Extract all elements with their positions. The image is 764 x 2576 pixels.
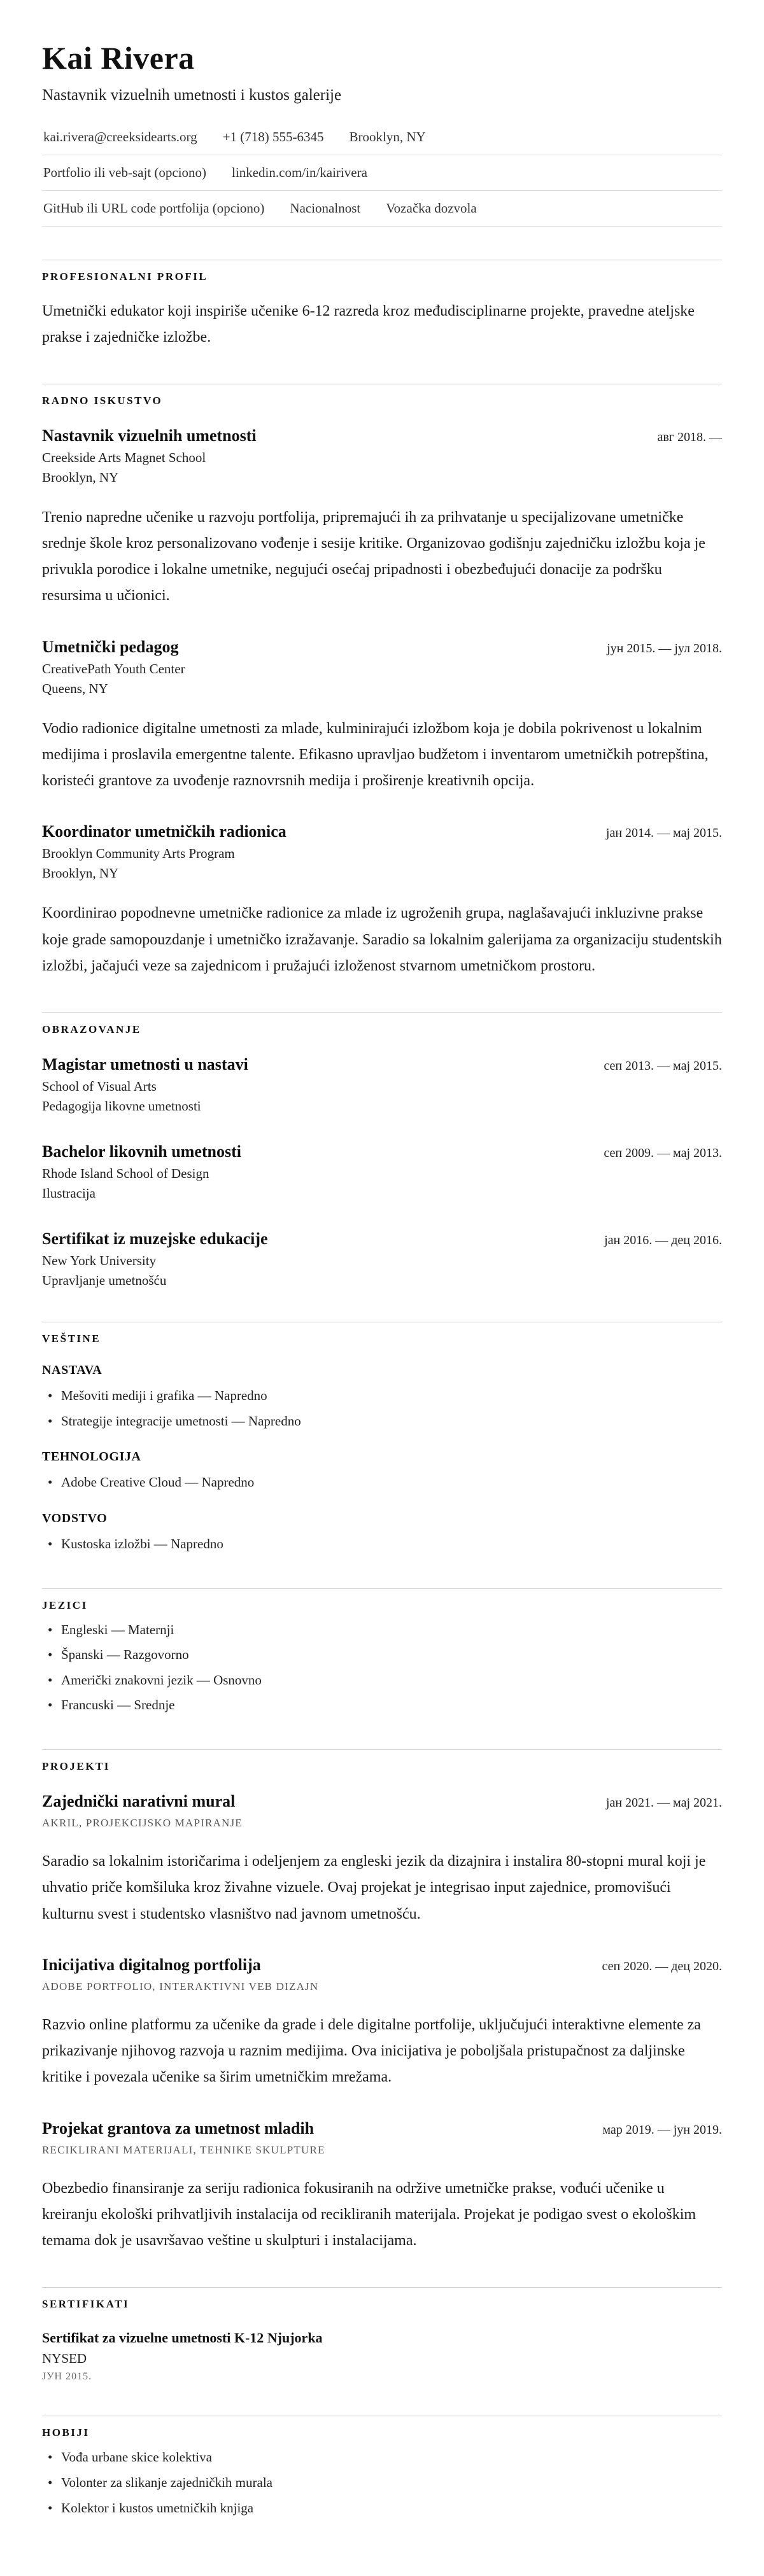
entry-head (42, 426, 722, 445)
field-of-study: Pedagogija likovne umetnosti (42, 1098, 201, 1114)
section-heading-skills: VEŠTINE (42, 1333, 101, 1345)
school-name: Rhode Island School of Design (42, 1166, 209, 1182)
certificate-entry (42, 2330, 722, 2383)
linkedin-field[interactable]: linkedin.com/in/kairivera (232, 165, 367, 180)
person-name: Kai Rivera (42, 40, 195, 76)
project-dates: мар 2019. — јун 2019. (602, 2122, 722, 2137)
project-tags: AKRIL, PROJEKCIJSKO MAPIRANJE (42, 1817, 243, 1829)
section-heading-certificates: SERTIFIKATI (42, 2298, 130, 2311)
profile-text: Umetnički edukator koji inspiriše učenike 6-12 razreda kroz međudisciplinarne projekte, pravedne ateljske prakse i zajedničke izložbe. (42, 303, 695, 346)
contact-row-2 (42, 155, 722, 191)
section-hobbies (42, 2416, 722, 2519)
entry-head (42, 2119, 722, 2138)
skill-group-name: TEHNOLOGIJA (42, 1450, 141, 1464)
project-description: Razvio online platformu za učenike da grade i dele digitalne portfolije, uključujući interaktivne elemente za prikazivanje njihovog razvoja u raznim medijima. Ova inicijativa je poboljšala pristupačnost za daljinske kritike i povezala učenike sa širim umetničkim mrežama. (42, 2016, 701, 2086)
hobby-list (42, 2447, 722, 2519)
project-tags: ADOBE PORTFOLIO, INTERAKTIVNI VEB DIZAJN (42, 1980, 319, 1992)
project-dates: јан 2021. — мај 2021. (605, 1796, 722, 1810)
list-item: • Francuski — Srednje (42, 1695, 722, 1716)
project-tags: RECIKLIRANI MATERIJALI, TEHNIKE SKULPTURE (42, 2143, 325, 2156)
entry-head (42, 1792, 722, 1811)
school-name: School of Visual Arts (42, 1079, 157, 1095)
list-item: • Vođa urbane skice kolektiva (42, 2447, 722, 2468)
section-divider (42, 2287, 722, 2288)
job-title: Nastavnik vizuelnih umetnosti (42, 426, 257, 445)
section-experience (42, 384, 722, 980)
nationality-field[interactable]: Nacionalnost (290, 200, 361, 216)
list-item: • Strategije integracije umetnosti — Napredno (42, 1411, 722, 1432)
experience-entry (42, 822, 722, 979)
project-dates: сеп 2020. — дец 2020. (602, 1959, 722, 1973)
language-list (42, 1620, 722, 1716)
section-heading-projects: PROJEKTI (42, 1760, 110, 1772)
phone-field[interactable]: +1 (718) 555-6345 (222, 129, 324, 144)
entry-head (42, 1956, 722, 1975)
degree-dates: сеп 2013. — мај 2015. (604, 1059, 722, 1074)
contact-row-1 (42, 120, 722, 155)
section-languages (42, 1588, 722, 1716)
certificate-date: ЈУН 2015. (42, 2371, 92, 2383)
entry-head (42, 638, 722, 657)
job-company: Creekside Arts Magnet School (42, 449, 206, 465)
section-heading-profile: PROFESIONALNI PROFIL (42, 270, 208, 283)
experience-entry (42, 426, 722, 610)
contact-block (42, 120, 722, 227)
section-profile (42, 260, 722, 351)
section-divider (42, 1012, 722, 1013)
skill-list (42, 1385, 722, 1432)
degree-title: Magistar umetnosti u nastavi (42, 1055, 248, 1074)
section-projects (42, 1749, 722, 2254)
project-title: Projekat grantova za umetnost mladih (42, 2118, 315, 2138)
job-company: CreativePath Youth Center (42, 661, 185, 676)
job-company: Brooklyn Community Arts Program (42, 846, 235, 862)
project-title: Inicijativa digitalnog portfolija (42, 1955, 261, 1974)
section-heading-languages: JEZICI (42, 1599, 88, 1611)
job-description: Trenio napredne učenike u razvoju portfolija, pripremajući ih za prihvatanje u specijalizovane umetničke srednje škole kroz personalizovano vođenje i sesije kritike. Organizovao godišnju zajedničku izložbu koja je privukla porodice i lokalne umetnike, negujući osećaj pripadnosti i obezbeđujući donacije za podršku resursima u učionici. (42, 508, 705, 605)
email-field[interactable]: kai.rivera@creeksidearts.org (43, 129, 197, 144)
education-entry (42, 1142, 722, 1201)
section-skills (42, 1322, 722, 1555)
skill-group-name: NASTAVA (42, 1363, 103, 1378)
certificate-org: NYSED (42, 2351, 87, 2367)
portfolio-field[interactable]: Portfolio ili veb-sajt (opciono) (43, 165, 207, 180)
list-item: • Kustoska izložbi — Napredno (42, 1534, 722, 1555)
section-heading-hobbies: HOBIJI (42, 2426, 90, 2439)
education-entry (42, 1229, 722, 1289)
job-dates: јан 2014. — мај 2015. (605, 826, 722, 841)
project-entry (42, 1792, 722, 1928)
license-field[interactable]: Vozačka dozvola (386, 200, 477, 216)
list-item: • Volonter za slikanje zajedničkih murala (42, 2472, 722, 2494)
list-item: • Adobe Creative Cloud — Napredno (42, 1472, 722, 1494)
degree-dates: сеп 2009. — мај 2013. (604, 1146, 722, 1161)
degree-dates: јан 2016. — дец 2016. (604, 1233, 722, 1248)
list-item: • Američki znakovni jezik — Osnovno (42, 1670, 722, 1691)
job-title: Koordinator umetničkih radionica (42, 822, 286, 841)
job-location: Brooklyn, NY (42, 469, 119, 485)
project-description: Obezbedio finansiranje za seriju radionica fokusiranih na održive umetničke prakse, vođući učenike u kreiranju ekološki prihvatljivih instalacija od recikliranih materijala. Projekat je podigao svest o ekološkim temama dok je usavršavao veštine u skulpturi i instalacijama. (42, 2180, 697, 2250)
job-description: Koordinirao popodnevne umetničke radionice za mlade iz ugroženih grupa, naglašavajući inkluzivne prakse koje grade samopouzdanje i umetničko izražavanje. Saradio sa lokalnim galerijama za organizaciju studentskih izložbi, jačajući veze sa zajednicom i pružajući izloženost stvarnom umetničkom prostoru. (42, 905, 722, 974)
degree-title: Bachelor likovnih umetnosti (42, 1142, 242, 1161)
section-heading-experience: RADNO ISKUSTVO (42, 394, 163, 407)
field-of-study: Ilustracija (42, 1186, 96, 1201)
school-name: New York University (42, 1253, 157, 1269)
contact-row-3 (42, 191, 722, 227)
section-divider (42, 1588, 722, 1589)
person-title: Nastavnik vizuelnih umetnosti i kustos galerije (42, 87, 342, 104)
job-dates: јун 2015. — јул 2018. (607, 641, 722, 655)
list-item: • Engleski — Maternji (42, 1620, 722, 1641)
project-title: Zajednički narativni mural (42, 1792, 236, 1810)
section-education (42, 1012, 722, 1289)
section-divider (42, 1749, 722, 1750)
section-heading-education: OBRAZOVANJE (42, 1023, 141, 1036)
job-title: Umetnički pedagog (42, 637, 179, 656)
education-entry (42, 1055, 722, 1114)
job-description: Vodio radionice digitalne umetnosti za mlade, kulminirajući izložbom koja je dobila pokrivenost u lokalnim medijima i proslavila emergentne talente. Efikasno upravljao budžetom i inventarom umetničkih potrepština, koristeći grantove za uvođenje raznovrsnih medija i proširenje kreativnih opcija. (42, 720, 709, 790)
degree-title: Sertifikat iz muzejske edukacije (42, 1229, 268, 1249)
skill-list (42, 1534, 722, 1555)
project-entry (42, 2119, 722, 2255)
entry-head (42, 822, 722, 841)
experience-entry (42, 638, 722, 795)
skill-list (42, 1472, 722, 1494)
job-location: Brooklyn, NY (42, 865, 119, 881)
field-of-study: Upravljanje umetnošću (42, 1273, 167, 1289)
resume-header (42, 39, 722, 227)
list-item: • Mešoviti mediji i grafika — Napredno (42, 1385, 722, 1407)
entry-head (42, 1142, 722, 1161)
entry-head (42, 1229, 722, 1249)
skill-group-name: VODSTVO (42, 1511, 108, 1526)
github-field[interactable]: GitHub ili URL code portfolija (opciono) (43, 200, 265, 216)
certificate-title: Sertifikat za vizuelne umetnosti K-12 Njujorka (42, 2330, 323, 2346)
list-item: • Španski — Razgovorno (42, 1644, 722, 1666)
project-description: Saradio sa lokalnim istoričarima i odeljenjem za engleski jezik da dizajnira i instalira 80-stopni mural koji je uhvatio priče komšiluka kroz živahne vizuele. Ovaj projekat je integrisao input zajednice, promovišući kulturnu svest i studentsko vlasništvo nad javnom umetnošću. (42, 1853, 706, 1922)
list-item: • Kolektor i kustos umetničkih knjiga (42, 2498, 722, 2519)
entry-head (42, 1055, 722, 1074)
project-entry (42, 1956, 722, 2091)
job-location: Queens, NY (42, 680, 108, 696)
section-certificates (42, 2287, 722, 2383)
location-field[interactable]: Brooklyn, NY (349, 129, 426, 144)
job-dates: авг 2018. — (657, 430, 722, 444)
